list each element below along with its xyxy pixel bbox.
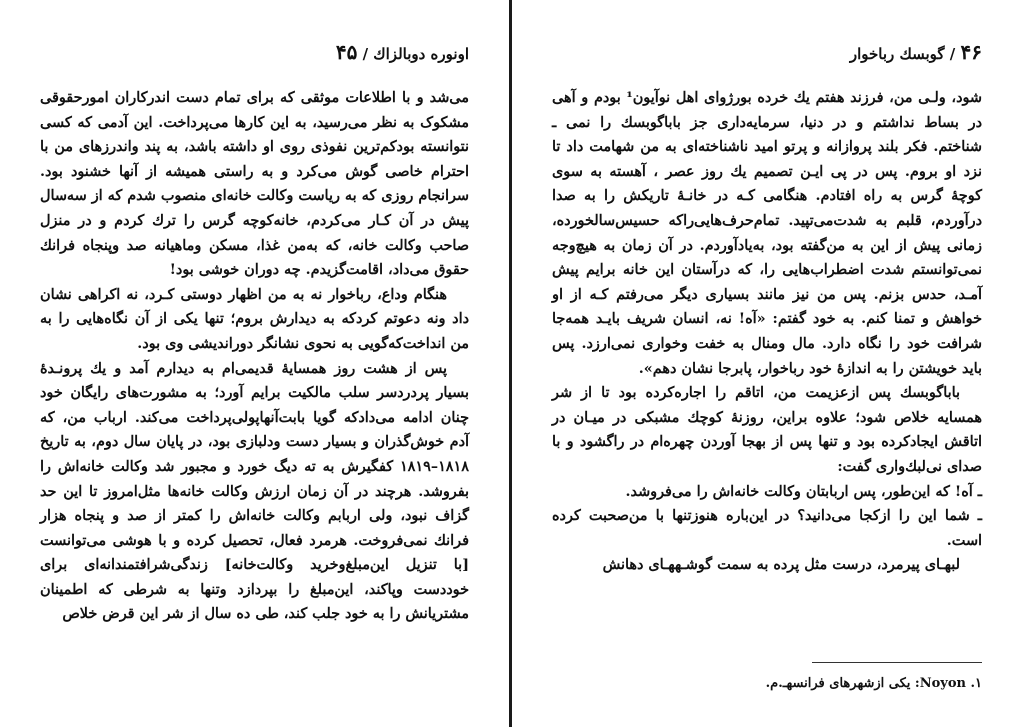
right-page-title: گوبسك رباخوار xyxy=(849,45,945,63)
paragraph: شود، ولـی من، فرزند هفتم یك خرده بورژوای اهل نوآیون¹ بودم و آهی در بساط نداشتم و در دنیا، سرمایه‌داری جز باباگوبسك را نمی ـ شناختم. فکر بلند پروازانه و پرتو امید ناشناخته‌ای به من شهامت داد تا نزد او بروم. پس در پی ایـن تصمیم یك روز عصر ، آهسته به سوی کوچهٔ گرس به راه افتادم. هنگامی کـه در خانـهٔ تاریکش را به صدا درآوردم، قلبم به شدت‌می‌تپید. تمام‌حرف‌هایی‌راکه حسیس‌سالخورده، زمانی پیش از این به من‌گفته بود، به‌یادآوردم. در آن زمان به هیچ‌وجه نمی‌توانستم شدت اضطراب‌هایی را، که درآستان این خانه برایم پیش آمـد، حدس بزنم. پس من نیز مانند بسیاری دیگر می‌رفتم کـه از او خواهش و تمنا کنم. به خود گفتم: «آه! نه، انسان شریف بایـد همه‌جا شرافت خود را نگاه دارد. مال ومنال به خفت وخواری نمی‌ارزد. پس باید خویشتن را به اندازهٔ خود رباخوار، پابرجا نشان دهم». xyxy=(552,89,982,377)
left-page xyxy=(0,0,509,727)
footnote-rule xyxy=(812,662,982,663)
paragraph: لبهـای پیرمرد، درست مثل پرده به سمت گوشـههـای دهانش xyxy=(602,556,960,574)
paragraph: هنگام وداع، رباخوار نه به من اظهار دوستی کـرد، نه اکراهی نشان داد ونه دعوتم کردکه به دیدارش بروم؛ تنها یکی از آن نگاه‌هایی را به من انداخت‌که‌گویی به نحوی نشانگر دوراندیشی وی بود. xyxy=(40,285,469,352)
right-page-number: ۴۶ xyxy=(960,40,982,64)
left-body-text xyxy=(40,86,469,627)
dialogue-line: ـ شما این را ازکجا می‌دانید؟ در این‌باره هنوزتنها با من‌صحبت کرده است. xyxy=(552,507,982,549)
paragraph: پس از هشت روز همسایهٔ قدیمی‌ام به دیدارم آمد و یك پرونـدهٔ بسیار پردردسر سلب مالکیت برایم آورد؛ به مشورت‌های رایگان خود چنان ادامه می‌دادکه گویا بابت‌آنهاپولی‌پرداخت می‌کند. ارباب من، که آدم خوش‌گذران و بسیار دست ودلبازی بود، در پایان سال دوم، به تاریخ ۱۸۱۸–۱۸۱۹ کفگیرش به ته دیگ خورد و مجبور شد وکالت خانه‌اش را بفروشد. هرچند در آن زمان ارزش وکالت خانه‌ها مثل‌امروز تا این حد گزاف نبود، ولی اربابم وکالت خانه‌اش را کمتر از صد و پنجاه هزار فرانك نمی‌فروخت. هرمرد فعال، تحصیل کرده و با هوشی می‌توانست [با تنزیل این‌مبلغ‌وخرید وکالت‌خانه] زندگی‌شرافتمندانه‌ای برای خوددست وپاکند، این‌مبلغ را بپردازد وتنها به شرطی که اطمینان مشتریانش را به خود جلب کند، طی ده سال از شر این قرض خلاص xyxy=(40,359,469,623)
left-running-head xyxy=(40,40,469,64)
left-separator: / xyxy=(362,45,369,63)
paragraph: می‌شد و با اطلاعات موثقی که برای تمام دست اندرکاران امورحقوقی مشکوک به نظر می‌رسید، به این کارها می‌پرداخت. این آدمی که کسی نتوانسته بودکم‌ترین نفوذی روی او داشته باشد، به پند واندرزهای من با احترام خاصی گوش می‌کرد و به راستی همیشه از آنها خشنود بود. سرانجام روزی که به ریاست وکالت خانه‌ای منصوب شدم که از سه‌سال پیش در آن کـار می‌کردم، خانه‌کوچه گرس را ترك کردم و در منزل صاحب وکالت خانه، که به‌من غذا، مسکن وماهیانه صد وپنجاه فرانك حقوق می‌داد، اقامت‌گزیدم. چه دوران خوشی بود! xyxy=(40,89,469,279)
right-body-text xyxy=(552,86,982,578)
right-page xyxy=(512,0,1022,727)
paragraph: باباگوبسك پس ازعزیمت من، اتاقم را اجاره‌کرده بود تا از شر همسایه خلاص شود؛ علاوه براین، روزنهٔ کوچك مشبکی در میـان در اتاقش ایجادکرده بود و تنها پس از بهجا آوردن چهره‌ام در راگشود و با صدای نی‌لبك‌واری گفت: xyxy=(552,384,982,475)
left-page-title: اونوره دوبالزاك xyxy=(373,45,469,63)
footnote: ۱. Noyon: یکی ازشهرهای فرانسهـ.م. xyxy=(765,676,982,691)
right-separator: / xyxy=(949,45,956,63)
right-running-head xyxy=(552,40,982,64)
dialogue-line: ـ آه! که این‌طور، پس اربابتان وکالت خانه‌اش را می‌فروشد. xyxy=(625,482,982,500)
left-page-number: ۴۵ xyxy=(335,40,358,64)
